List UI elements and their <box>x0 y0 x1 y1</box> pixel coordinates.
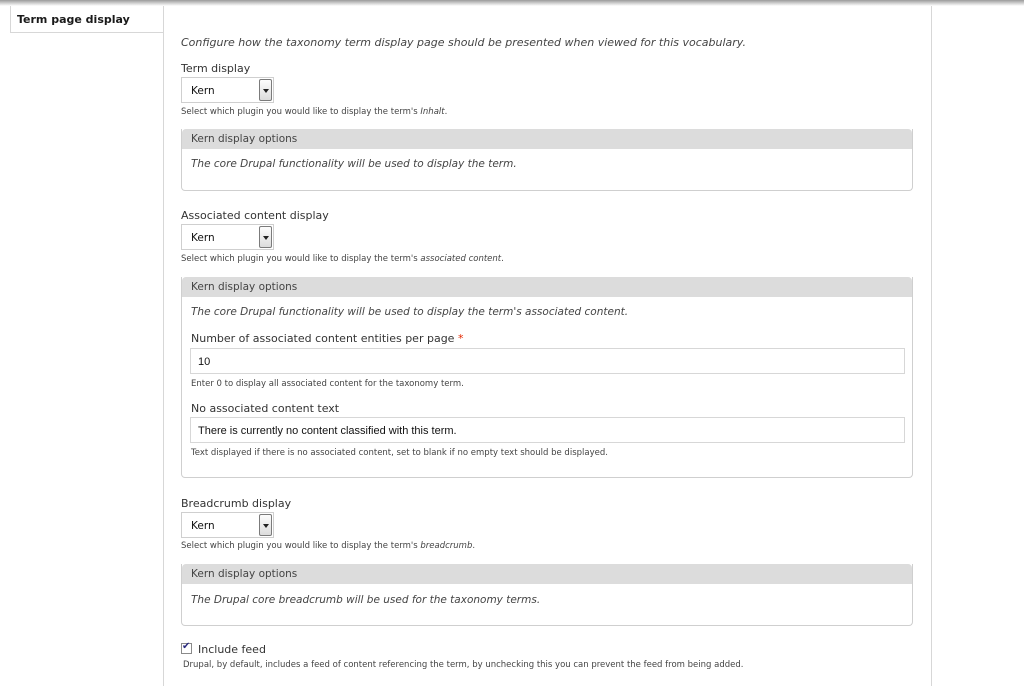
associated-display-options-fieldset <box>181 277 913 478</box>
term-display-selected: Kern <box>191 85 215 97</box>
breadcrumb-display-label: Breadcrumb display <box>181 497 292 510</box>
associated-display-select[interactable] <box>181 224 274 250</box>
breadcrumb-display-options-text: The Drupal core breadcrumb will be used for the taxonomy terms. <box>191 594 541 606</box>
term-display-options-fieldset <box>181 129 913 191</box>
breadcrumb-display-selected: Kern <box>191 520 215 532</box>
empty-text-description: Text displayed if there is no associated content, set to blank if no empty text should be displayed. <box>191 448 608 458</box>
chevron-down-icon[interactable] <box>259 79 272 101</box>
empty-text-label: No associated content text <box>191 402 340 415</box>
chevron-down-icon[interactable] <box>259 226 272 248</box>
breadcrumb-display-description: Select which plugin you would like to display the term's breadcrumb. <box>181 541 476 551</box>
per-page-description: Enter 0 to display all associated content for the taxonomy term. <box>191 379 464 389</box>
include-feed-label[interactable]: Include feed <box>198 643 266 656</box>
intro-text: Configure how the taxonomy term display page should be presented when viewed for this vocabulary. <box>181 36 746 49</box>
associated-display-options-text: The core Drupal functionality will be used to display the term's associated content. <box>191 306 629 318</box>
vertical-tab-term-page-display[interactable] <box>10 6 164 33</box>
check-icon: ✔ <box>182 641 191 652</box>
breadcrumb-display-options-fieldset <box>181 564 913 626</box>
required-mark: * <box>457 332 464 345</box>
breadcrumb-display-select[interactable] <box>181 512 274 538</box>
associated-display-options-legend: Kern display options <box>182 277 912 297</box>
chevron-down-icon[interactable] <box>259 514 272 536</box>
empty-text-input[interactable]: There is currently no content classified with this term. <box>190 417 905 443</box>
term-display-options-legend: Kern display options <box>182 129 912 149</box>
vertical-tab-label: Term page display <box>17 13 130 26</box>
associated-display-description: Select which plugin you would like to display the term's associated content. <box>181 254 504 264</box>
associated-display-selected: Kern <box>191 232 215 244</box>
term-display-select[interactable] <box>181 77 274 103</box>
include-feed-checkbox[interactable] <box>181 643 192 654</box>
per-page-input[interactable]: 10 <box>190 348 905 374</box>
term-display-label: Term display <box>181 62 251 75</box>
per-page-label: Number of associated content entities per page * <box>191 332 464 345</box>
breadcrumb-display-options-legend: Kern display options <box>182 564 912 584</box>
term-display-description: Select which plugin you would like to display the term's Inhalt. <box>181 107 448 117</box>
term-display-options-text: The core Drupal functionality will be used to display the term. <box>191 158 517 170</box>
associated-display-label: Associated content display <box>181 209 329 222</box>
include-feed-description: Drupal, by default, includes a feed of content referencing the term, by unchecking this you can prevent the feed from being added. <box>183 660 744 670</box>
